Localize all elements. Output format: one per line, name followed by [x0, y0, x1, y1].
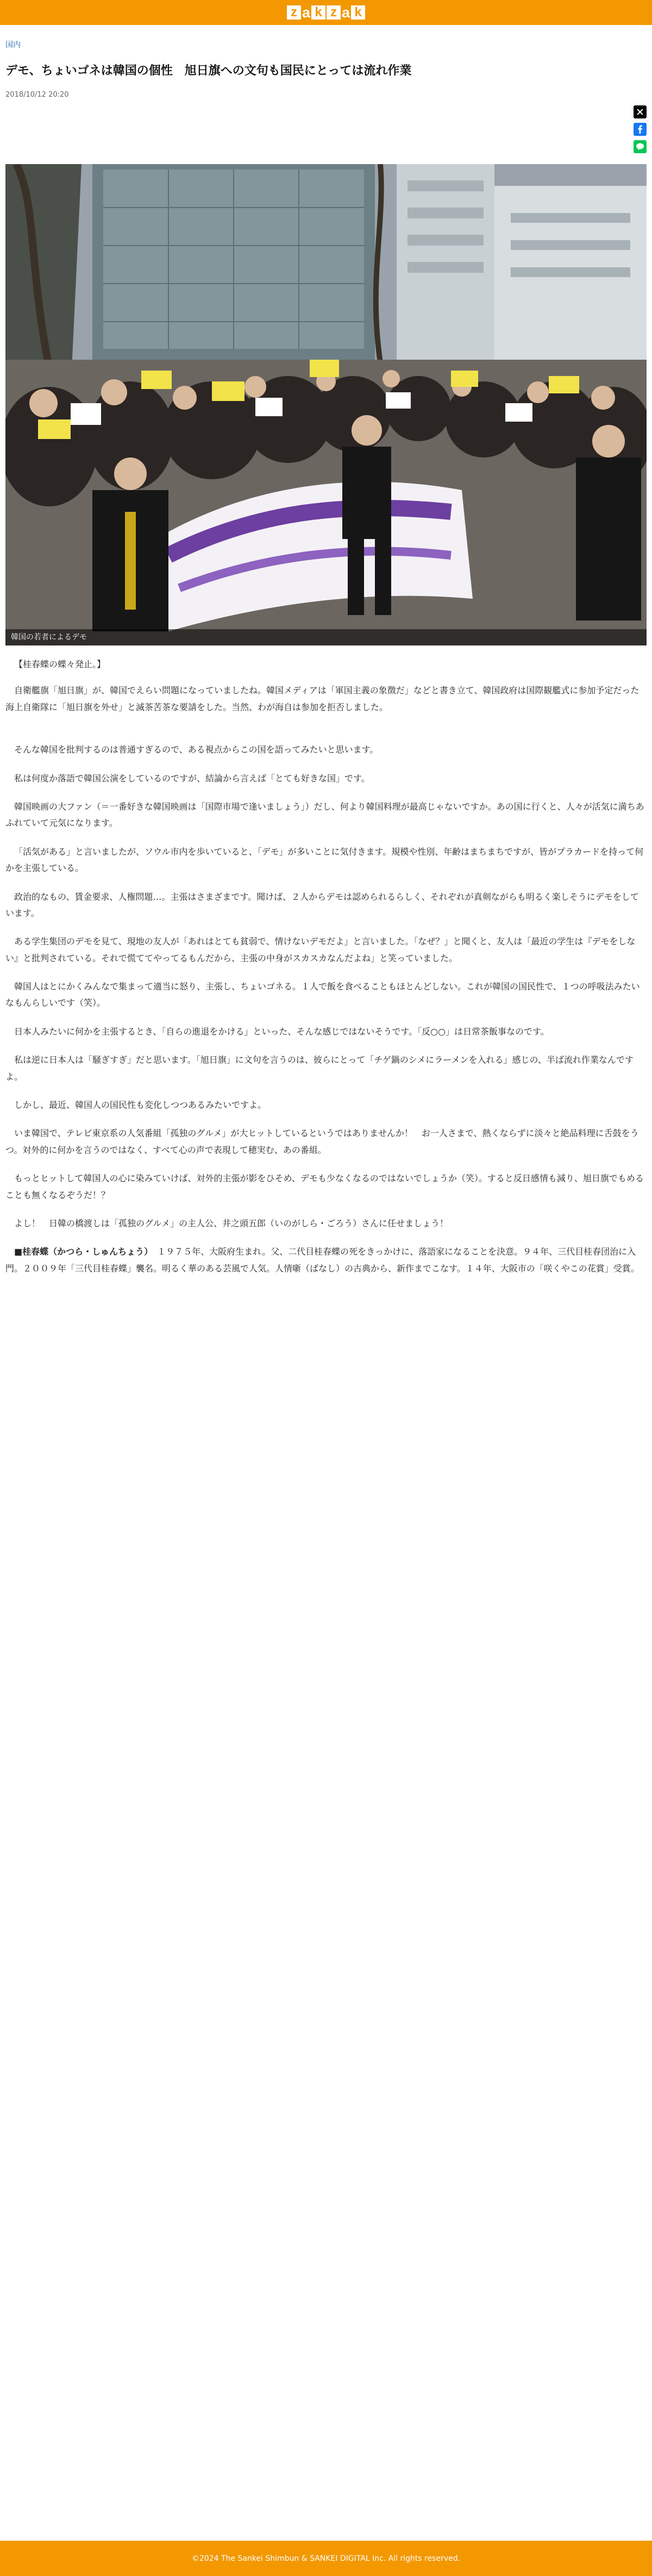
article-paragraph: よし！ 日韓の橋渡しは「孤独のグルメ」の主人公、井之頭五郎（いのがしら・ごろう）さんに任せましょう！	[14, 1218, 449, 1229]
logo-letter-k1: k	[311, 5, 325, 20]
author-profile	[5, 1244, 647, 1277]
author-profile-text: １９７５年、大阪府生まれ。父、二代目桂春蝶の死をきっかけに、落語家になることを決意。９４年、三代目桂春団治に入門。２００９年「三代目桂春蝶」襲名。明るく華のある芸風で人気。人情噺（ばなし）の古典から、新作までこなす。１４年、大阪市の「咲くやこの花賞」受賞。	[5, 1246, 640, 1274]
logo-letter-k2: k	[351, 5, 365, 20]
share-buttons	[634, 105, 647, 153]
logo-letter-z2: z	[327, 5, 341, 20]
article-date: 2018/10/12 20:20	[5, 91, 69, 99]
article-paragraph: 【桂春蝶の蝶々発止。】	[14, 659, 106, 669]
x-share-button[interactable]	[634, 105, 647, 118]
category-link[interactable]: 国内	[5, 41, 21, 49]
article-paragraph: 私は逆に日本人は「騒ぎすぎ」だと思います。「旭日旗」に文句を言うのは、彼らにとって「チゲ鍋のシメにラーメンを入れる」感じの、半ば流れ作業なんですよ。	[5, 1055, 634, 1082]
article-title: デモ、ちょいゴネは韓国の個性 旭日旗への文句も国民にとっては流れ作業	[5, 64, 412, 78]
copyright-text: ©2024 The Sankei Shimbun & SANKEI DIGITAL Inc. All rights reserved.	[191, 2554, 461, 2563]
article-paragraph: しかし、最近、韓国人の国民性も変化しつつあるみたいですよ。	[14, 1100, 267, 1111]
article-body	[5, 656, 647, 1277]
logo-letter-a2: a	[342, 4, 350, 21]
protest-photo-illustration	[5, 164, 647, 645]
article-paragraph: 「活気がある」と言いましたが、ソウル市内を歩いていると、「デモ」が多いことに気付きます。規模や性別、年齢はまちまちですが、皆がプラカードを持って何かを主張している。	[5, 846, 644, 874]
article-paragraph: 日本人みたいに何かを主張するとき、「自らの進退をかける」といった、そんな感じではないそうです。「反○○」は日常茶飯事なのです。	[14, 1026, 549, 1037]
facebook-icon	[636, 125, 644, 134]
article-paragraph: 私は何度か落語で韓国公演をしているのですが、結論から言えば「とても好きな国」です。	[14, 773, 370, 784]
line-icon	[636, 143, 644, 151]
article-paragraph: 韓国人はとにかくみんなで集まって適当に怒り、主張し、ちょいゴネる。１人で飯を食べることもほとんどしない。これが韓国の国民性で、１つの呼吸法みたいなもんらしいです（笑）。	[5, 981, 640, 1008]
article-container	[0, 39, 652, 1277]
site-footer	[0, 2541, 652, 2576]
site-header	[0, 0, 652, 25]
line-share-button[interactable]	[634, 140, 647, 153]
article-paragraph: 韓国映画の大ファン（＝一番好きな韓国映画は「国際市場で逢いましょう」）だし、何より韓国料理が最高じゃないですか。あの国に行くと、人々が活気に満ちあふれていて元気になります。	[5, 801, 644, 829]
logo-letter-a1: a	[302, 4, 310, 21]
article-paragraph: もっとヒットして韓国人の心に染みていけば、対外的主張が影をひそめ、デモも少なくなるのではないでしょうか（笑）。すると反日感情も減り、旭日旗でもめることも無くなるぞうだ！？	[5, 1173, 644, 1200]
photo-caption: 韓国の若者によるデモ	[5, 629, 647, 645]
article-photo	[5, 164, 647, 645]
x-icon	[636, 108, 644, 116]
article-paragraph: 政治的なもの、賃金要求、人権問題…。主張はさまざまです。聞けば、２人からデモは認められるらしく、それぞれが真剣ながらも明るく楽しそうにデモをしています。	[5, 891, 639, 918]
article-paragraph: いま韓国で、テレビ東京系の人気番組「孤独のグルメ」が大ヒットしているというではありませんか！ お一人さまで、熱くならずに淡々と絶品料理に舌鼓をうつ。対外的に何かを言うのではなく、すべて心の声で表現して穂実む、あの番組。	[5, 1128, 639, 1155]
article-paragraph: ある学生集団のデモを見て、現地の友人が「あれはとても貧弱で、情けないデモだよ」と言いました。「なぜ？」と聞くと、友人は「最近の学生は『デモをしない』と批判されている。それで慌ててやってるもんだから、主張の中身がスカスカなんだよね」と笑っていました。	[5, 936, 636, 963]
logo-letter-z1: z	[287, 5, 301, 20]
zakzak-logo[interactable]	[286, 4, 366, 21]
article-paragraph: 自衛艦旗「旭日旗」が、韓国でえらい問題になっていましたね。韓国メディアは「軍国主義の象徴だ」などと書き立て、韓国政府は国際観艦式に参加予定だった海上自衛隊に「旭日旗を外せ」と滅茶苦茶な要請をした。当然、わが海自は参加を拒否しました。	[5, 685, 640, 712]
author-profile-name: ■桂春蝶（かつら・しゅんちょう）	[14, 1246, 149, 1257]
article-paragraph: そんな韓国を批判するのは普通すぎるので、ある視点からこの国を語ってみたいと思います。	[14, 744, 379, 755]
facebook-share-button[interactable]	[634, 123, 647, 136]
